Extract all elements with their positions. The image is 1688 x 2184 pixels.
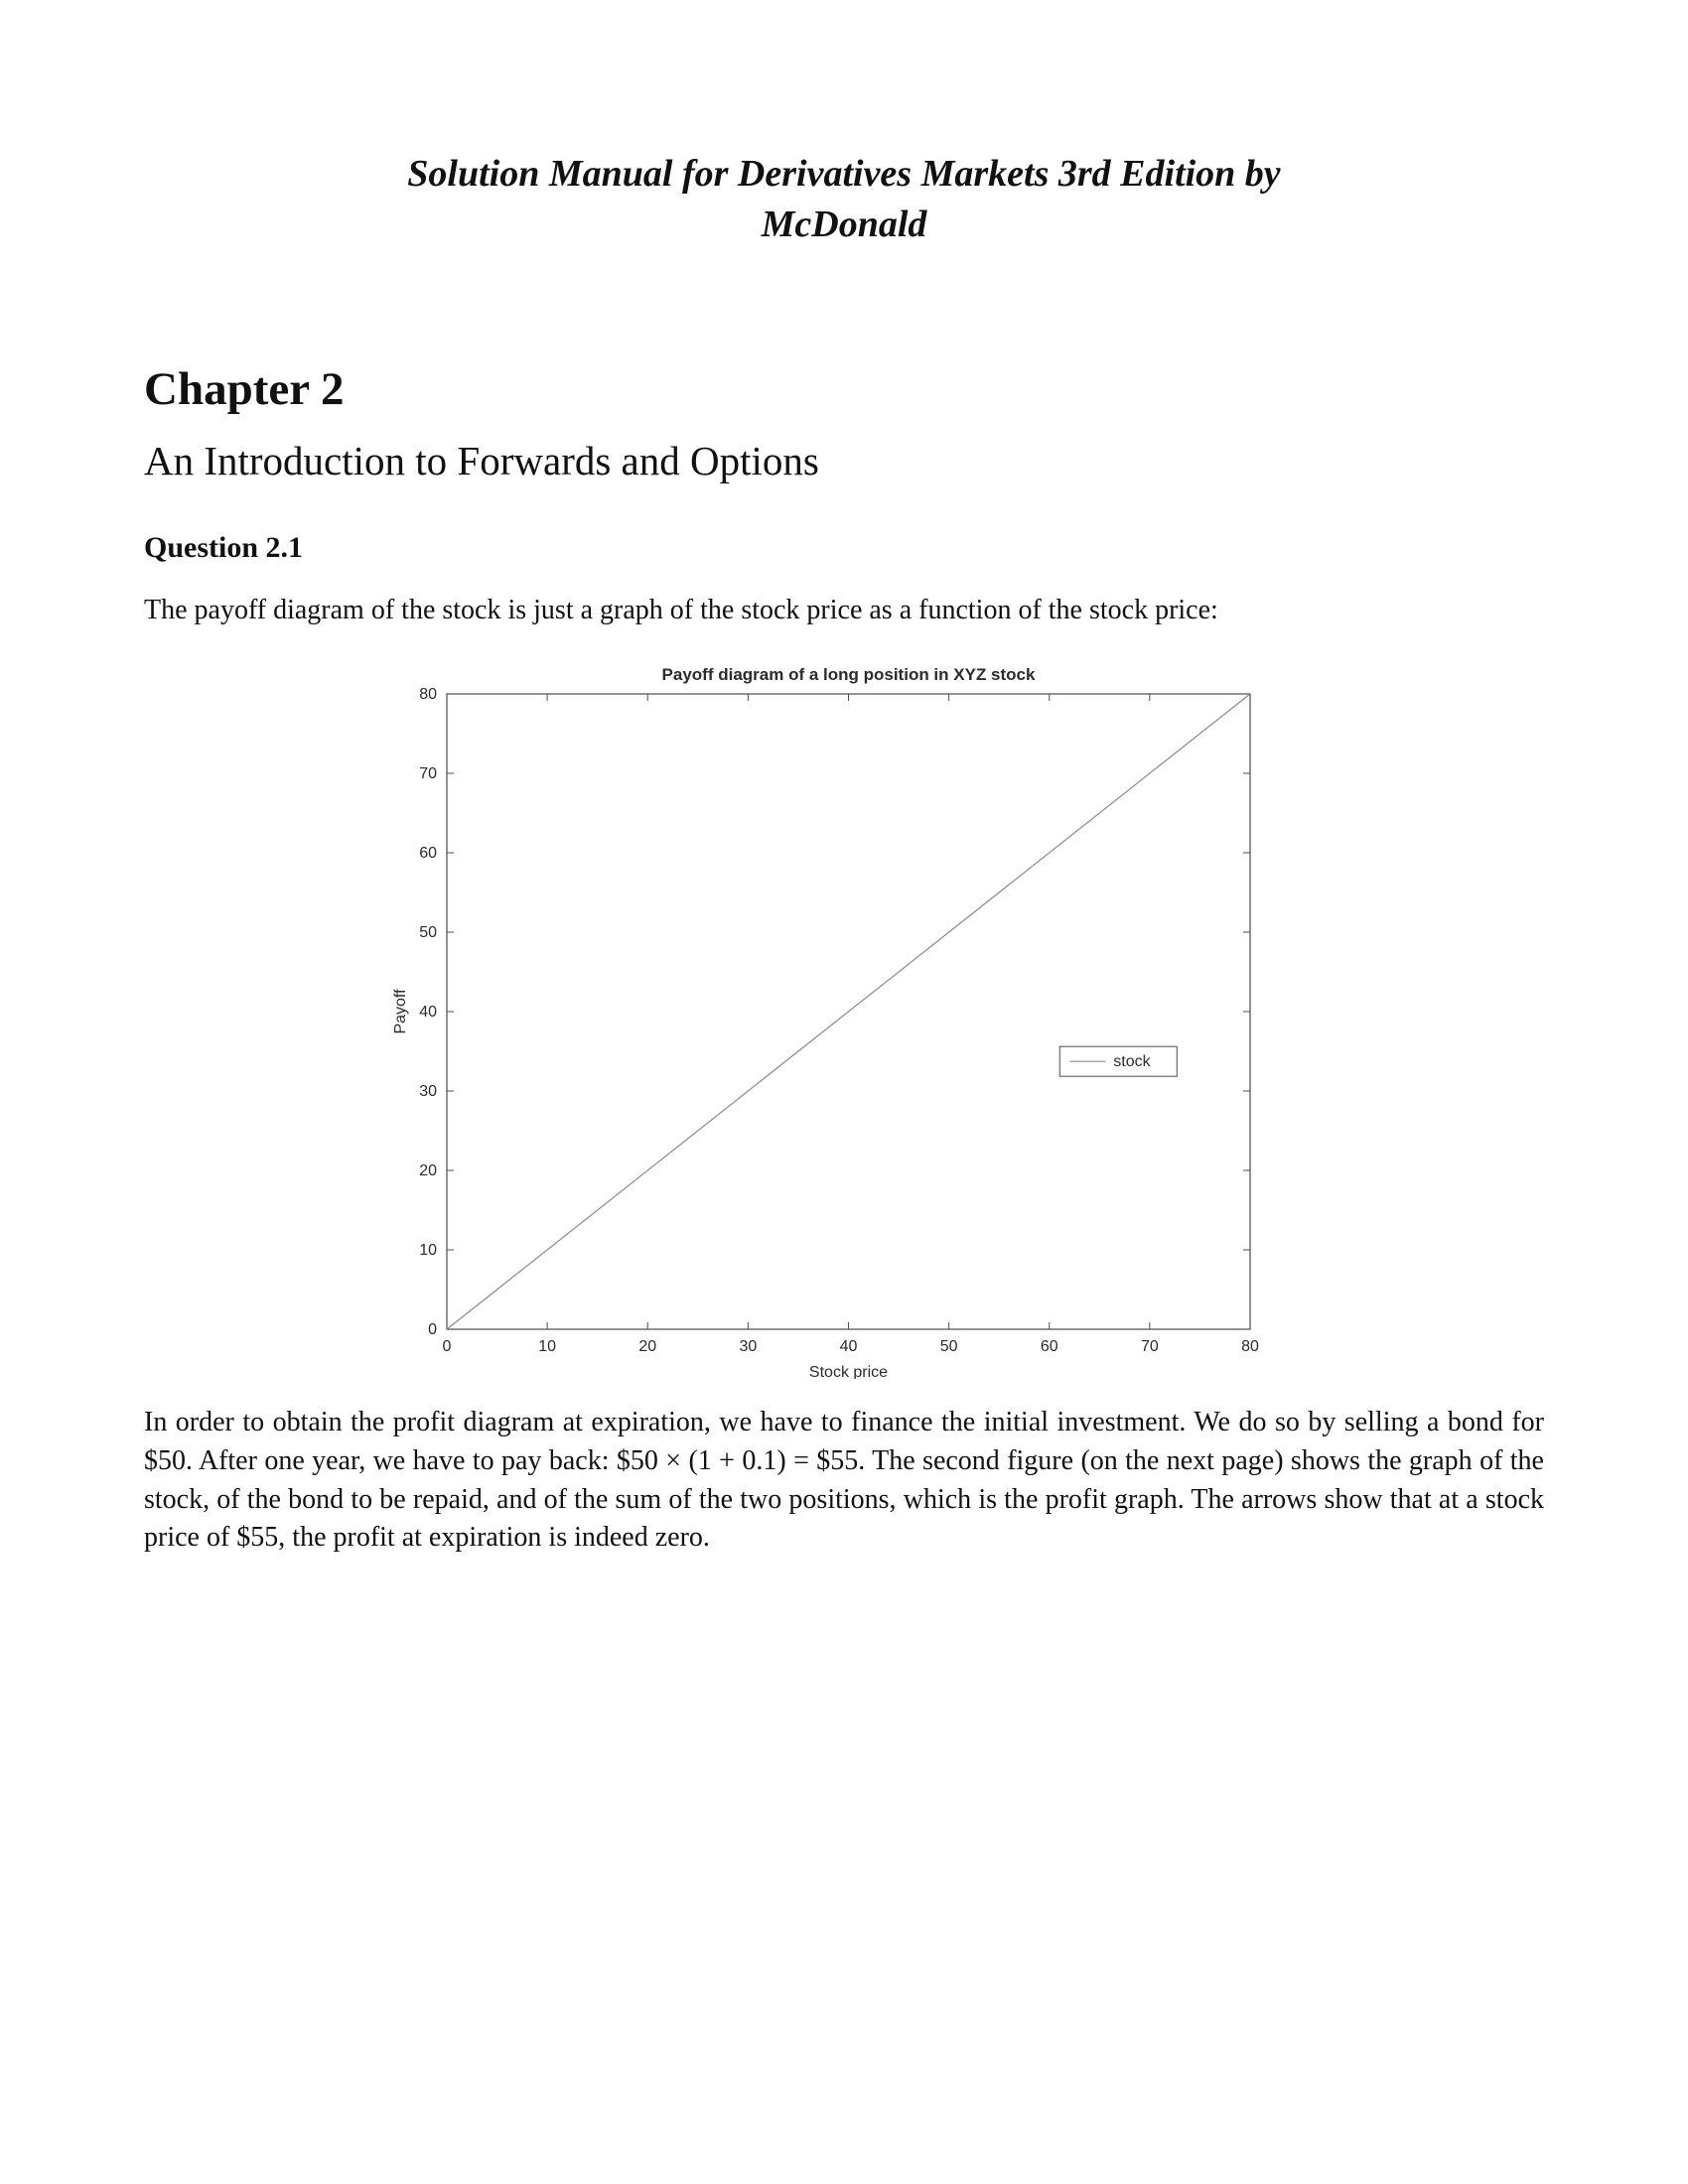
y-tick-label: 10 (419, 1242, 437, 1260)
y-tick-label: 40 (419, 1004, 437, 1022)
x-tick-label: 20 (638, 1338, 657, 1356)
payoff-chart (380, 654, 1274, 1384)
document-title-line1: Solution Manual for Derivatives Markets 3rd Edition by (407, 153, 1281, 195)
document-title-line2: McDonald (761, 204, 927, 246)
y-tick-label: 0 (428, 1321, 437, 1339)
chapter-heading: Chapter 2 (144, 362, 345, 415)
y-tick-label: 30 (419, 1083, 437, 1101)
y-axis-label: Payoff (392, 989, 409, 1034)
question-heading: Question 2.1 (144, 530, 304, 564)
x-tick-label: 0 (442, 1338, 452, 1356)
body-paragraph: In order to obtain the profit diagram at expiration, we have to finance the initial investment. We do so by selling a bond for $50. After one year, we have to pay back: $50 × (1 + 0.1) = $55. The second figure (on the next page) shows the graph of the stock, of the bond to be repaid, and of the sum of the two positions, which is the profit graph. The arrows show that at a stock price of $55, the profit at expiration is indeed zero. (144, 1407, 1544, 1554)
y-tick-label: 70 (419, 765, 437, 783)
x-tick-label: 60 (1040, 1338, 1058, 1356)
document-title (144, 149, 1544, 251)
x-tick-label: 10 (538, 1338, 557, 1356)
x-axis-label: Stock price (808, 1364, 889, 1380)
intro-paragraph: The payoff diagram of the stock is just a graph of the stock price as a function of the stock price: (144, 594, 1218, 625)
chart-svg (380, 654, 1274, 1379)
y-tick-label: 80 (419, 686, 437, 704)
chart-title: Payoff diagram of a long position in XYZ stock (661, 665, 1036, 685)
x-tick-label: 80 (1241, 1338, 1259, 1356)
x-tick-label: 30 (739, 1338, 758, 1356)
series-line-stock (447, 694, 1250, 1329)
x-tick-label: 40 (839, 1338, 858, 1356)
y-tick-label: 20 (419, 1162, 437, 1180)
chapter-subheading: An Introduction to Forwards and Options (144, 437, 819, 483)
y-tick-label: 60 (419, 845, 437, 863)
legend-label: stock (1113, 1053, 1151, 1071)
y-tick-label: 50 (419, 924, 437, 942)
x-tick-label: 70 (1140, 1338, 1159, 1356)
x-tick-label: 50 (939, 1338, 958, 1356)
